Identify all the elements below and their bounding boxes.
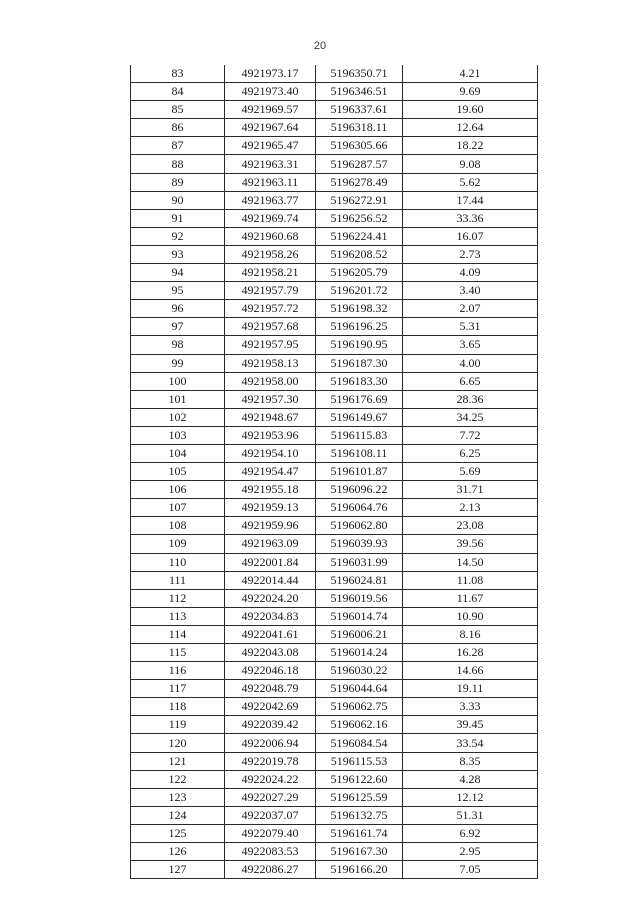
point-number-cell: 95	[131, 282, 225, 300]
point-number-cell: 116	[131, 662, 225, 680]
x-coordinate-cell: 4922039.42	[225, 716, 316, 734]
y-coordinate-cell: 5196161.74	[316, 824, 403, 842]
y-coordinate-cell: 5196198.32	[316, 300, 403, 318]
distance-cell: 19.60	[403, 101, 538, 119]
distance-cell: 16.07	[403, 227, 538, 245]
y-coordinate-cell: 5196031.99	[316, 553, 403, 571]
table-row	[131, 155, 538, 173]
x-coordinate-cell: 4921958.13	[225, 354, 316, 372]
point-number-cell: 112	[131, 589, 225, 607]
y-coordinate-cell: 5196062.75	[316, 698, 403, 716]
table-row	[131, 227, 538, 245]
table-row	[131, 191, 538, 209]
point-number-cell: 93	[131, 245, 225, 263]
table-row	[131, 571, 538, 589]
distance-cell: 9.08	[403, 155, 538, 173]
point-number-cell: 115	[131, 644, 225, 662]
point-number-cell: 96	[131, 300, 225, 318]
table-row	[131, 752, 538, 770]
x-coordinate-cell: 4921958.21	[225, 264, 316, 282]
x-coordinate-cell: 4921959.13	[225, 499, 316, 517]
table-row	[131, 318, 538, 336]
x-coordinate-cell: 4921969.74	[225, 209, 316, 227]
distance-cell: 39.56	[403, 535, 538, 553]
distance-cell: 9.69	[403, 83, 538, 101]
point-number-cell: 108	[131, 517, 225, 535]
distance-cell: 11.08	[403, 571, 538, 589]
y-coordinate-cell: 5196183.30	[316, 372, 403, 390]
y-coordinate-cell: 5196096.22	[316, 481, 403, 499]
x-coordinate-cell: 4921965.47	[225, 137, 316, 155]
y-coordinate-cell: 5196350.71	[316, 65, 403, 83]
x-coordinate-cell: 4921953.96	[225, 426, 316, 444]
point-number-cell: 99	[131, 354, 225, 372]
y-coordinate-cell: 5196224.41	[316, 227, 403, 245]
x-coordinate-cell: 4922037.07	[225, 806, 316, 824]
table-row	[131, 101, 538, 119]
distance-cell: 14.50	[403, 553, 538, 571]
point-number-cell: 104	[131, 444, 225, 462]
point-number-cell: 126	[131, 843, 225, 861]
point-number-cell: 87	[131, 137, 225, 155]
distance-cell: 4.09	[403, 264, 538, 282]
point-number-cell: 85	[131, 101, 225, 119]
x-coordinate-cell: 4922019.78	[225, 752, 316, 770]
y-coordinate-cell: 5196125.59	[316, 788, 403, 806]
point-number-cell: 117	[131, 680, 225, 698]
x-coordinate-cell: 4922043.08	[225, 644, 316, 662]
distance-cell: 6.25	[403, 444, 538, 462]
x-coordinate-cell: 4921958.26	[225, 245, 316, 263]
x-coordinate-cell: 4921969.57	[225, 101, 316, 119]
y-coordinate-cell: 5196101.87	[316, 463, 403, 481]
x-coordinate-cell: 4922024.22	[225, 770, 316, 788]
x-coordinate-cell: 4922086.27	[225, 861, 316, 879]
point-number-cell: 120	[131, 734, 225, 752]
point-number-cell: 98	[131, 336, 225, 354]
table-row	[131, 372, 538, 390]
point-number-cell: 101	[131, 390, 225, 408]
table-row	[131, 444, 538, 462]
x-coordinate-cell: 4922024.20	[225, 589, 316, 607]
point-number-cell: 118	[131, 698, 225, 716]
table-row	[131, 119, 538, 137]
x-coordinate-cell: 4922034.83	[225, 607, 316, 625]
y-coordinate-cell: 5196256.52	[316, 209, 403, 227]
point-number-cell: 106	[131, 481, 225, 499]
point-number-cell: 91	[131, 209, 225, 227]
distance-cell: 4.28	[403, 770, 538, 788]
y-coordinate-cell: 5196205.79	[316, 264, 403, 282]
y-coordinate-cell: 5196176.69	[316, 390, 403, 408]
y-coordinate-cell: 5196115.53	[316, 752, 403, 770]
point-number-cell: 124	[131, 806, 225, 824]
point-number-cell: 125	[131, 824, 225, 842]
x-coordinate-cell: 4921960.68	[225, 227, 316, 245]
distance-cell: 14.66	[403, 662, 538, 680]
point-number-cell: 109	[131, 535, 225, 553]
distance-cell: 11.67	[403, 589, 538, 607]
x-coordinate-cell: 4921954.10	[225, 444, 316, 462]
x-coordinate-cell: 4922079.40	[225, 824, 316, 842]
distance-cell: 3.65	[403, 336, 538, 354]
x-coordinate-cell: 4921967.64	[225, 119, 316, 137]
x-coordinate-cell: 4921957.68	[225, 318, 316, 336]
table-row	[131, 662, 538, 680]
table-row	[131, 83, 538, 101]
y-coordinate-cell: 5196108.11	[316, 444, 403, 462]
point-number-cell: 105	[131, 463, 225, 481]
x-coordinate-cell: 4922027.29	[225, 788, 316, 806]
y-coordinate-cell: 5196187.30	[316, 354, 403, 372]
distance-cell: 33.54	[403, 734, 538, 752]
distance-cell: 6.65	[403, 372, 538, 390]
table-row	[131, 644, 538, 662]
y-coordinate-cell: 5196019.56	[316, 589, 403, 607]
point-number-cell: 114	[131, 625, 225, 643]
x-coordinate-cell: 4922041.61	[225, 625, 316, 643]
table-row	[131, 65, 538, 83]
distance-cell: 7.72	[403, 426, 538, 444]
point-number-cell: 94	[131, 264, 225, 282]
table-row	[131, 770, 538, 788]
point-number-cell: 86	[131, 119, 225, 137]
distance-cell: 2.13	[403, 499, 538, 517]
table-row	[131, 408, 538, 426]
distance-cell: 12.12	[403, 788, 538, 806]
point-number-cell: 103	[131, 426, 225, 444]
x-coordinate-cell: 4922014.44	[225, 571, 316, 589]
point-number-cell: 113	[131, 607, 225, 625]
x-coordinate-cell: 4921963.77	[225, 191, 316, 209]
distance-cell: 5.69	[403, 463, 538, 481]
y-coordinate-cell: 5196346.51	[316, 83, 403, 101]
table-row	[131, 481, 538, 499]
x-coordinate-cell: 4921955.18	[225, 481, 316, 499]
distance-cell: 3.33	[403, 698, 538, 716]
x-coordinate-cell: 4921957.95	[225, 336, 316, 354]
coordinates-table	[130, 65, 538, 879]
table-row	[131, 173, 538, 191]
point-number-cell: 90	[131, 191, 225, 209]
point-number-cell: 92	[131, 227, 225, 245]
table-row	[131, 264, 538, 282]
distance-cell: 2.73	[403, 245, 538, 263]
table-row	[131, 390, 538, 408]
table-row	[131, 463, 538, 481]
point-number-cell: 83	[131, 65, 225, 83]
distance-cell: 8.35	[403, 752, 538, 770]
y-coordinate-cell: 5196006.21	[316, 625, 403, 643]
table-row	[131, 282, 538, 300]
point-number-cell: 119	[131, 716, 225, 734]
y-coordinate-cell: 5196305.66	[316, 137, 403, 155]
point-number-cell: 97	[131, 318, 225, 336]
y-coordinate-cell: 5196272.91	[316, 191, 403, 209]
y-coordinate-cell: 5196039.93	[316, 535, 403, 553]
distance-cell: 31.71	[403, 481, 538, 499]
y-coordinate-cell: 5196132.75	[316, 806, 403, 824]
distance-cell: 12.64	[403, 119, 538, 137]
distance-cell: 5.62	[403, 173, 538, 191]
table-row	[131, 843, 538, 861]
point-number-cell: 110	[131, 553, 225, 571]
distance-cell: 6.92	[403, 824, 538, 842]
point-number-cell: 111	[131, 571, 225, 589]
y-coordinate-cell: 5196115.83	[316, 426, 403, 444]
distance-cell: 2.95	[403, 843, 538, 861]
y-coordinate-cell: 5196196.25	[316, 318, 403, 336]
distance-cell: 23.08	[403, 517, 538, 535]
point-number-cell: 100	[131, 372, 225, 390]
distance-cell: 16.28	[403, 644, 538, 662]
point-number-cell: 122	[131, 770, 225, 788]
table-row	[131, 716, 538, 734]
x-coordinate-cell: 4922048.79	[225, 680, 316, 698]
distance-cell: 7.05	[403, 861, 538, 879]
x-coordinate-cell: 4921948.67	[225, 408, 316, 426]
table-row	[131, 535, 538, 553]
y-coordinate-cell: 5196201.72	[316, 282, 403, 300]
table-row	[131, 426, 538, 444]
distance-cell: 39.45	[403, 716, 538, 734]
coordinates-table-body	[131, 65, 538, 879]
distance-cell: 28.36	[403, 390, 538, 408]
x-coordinate-cell: 4921959.96	[225, 517, 316, 535]
point-number-cell: 102	[131, 408, 225, 426]
x-coordinate-cell: 4921973.40	[225, 83, 316, 101]
x-coordinate-cell: 4921957.79	[225, 282, 316, 300]
y-coordinate-cell: 5196278.49	[316, 173, 403, 191]
x-coordinate-cell: 4921963.09	[225, 535, 316, 553]
distance-cell: 5.31	[403, 318, 538, 336]
y-coordinate-cell: 5196166.20	[316, 861, 403, 879]
y-coordinate-cell: 5196190.95	[316, 336, 403, 354]
table-row	[131, 300, 538, 318]
y-coordinate-cell: 5196149.67	[316, 408, 403, 426]
point-number-cell: 123	[131, 788, 225, 806]
table-row	[131, 625, 538, 643]
y-coordinate-cell: 5196318.11	[316, 119, 403, 137]
x-coordinate-cell: 4921954.47	[225, 463, 316, 481]
table-row	[131, 861, 538, 879]
distance-cell: 18.22	[403, 137, 538, 155]
x-coordinate-cell: 4921973.17	[225, 65, 316, 83]
distance-cell: 51.31	[403, 806, 538, 824]
table-row	[131, 589, 538, 607]
x-coordinate-cell: 4922046.18	[225, 662, 316, 680]
y-coordinate-cell: 5196062.16	[316, 716, 403, 734]
x-coordinate-cell: 4921958.00	[225, 372, 316, 390]
distance-cell: 4.00	[403, 354, 538, 372]
table-row	[131, 553, 538, 571]
table-row	[131, 788, 538, 806]
x-coordinate-cell: 4921957.72	[225, 300, 316, 318]
point-number-cell: 121	[131, 752, 225, 770]
table-row	[131, 354, 538, 372]
y-coordinate-cell: 5196208.52	[316, 245, 403, 263]
x-coordinate-cell: 4921963.31	[225, 155, 316, 173]
table-row	[131, 336, 538, 354]
y-coordinate-cell: 5196287.57	[316, 155, 403, 173]
y-coordinate-cell: 5196014.74	[316, 607, 403, 625]
distance-cell: 4.21	[403, 65, 538, 83]
x-coordinate-cell: 4922083.53	[225, 843, 316, 861]
y-coordinate-cell: 5196167.30	[316, 843, 403, 861]
table-row	[131, 517, 538, 535]
table-row	[131, 824, 538, 842]
x-coordinate-cell: 4921957.30	[225, 390, 316, 408]
distance-cell: 2.07	[403, 300, 538, 318]
table-row	[131, 607, 538, 625]
distance-cell: 34.25	[403, 408, 538, 426]
y-coordinate-cell: 5196014.24	[316, 644, 403, 662]
y-coordinate-cell: 5196122.60	[316, 770, 403, 788]
y-coordinate-cell: 5196062.80	[316, 517, 403, 535]
distance-cell: 19.11	[403, 680, 538, 698]
table-row	[131, 209, 538, 227]
distance-cell: 3.40	[403, 282, 538, 300]
y-coordinate-cell: 5196044.64	[316, 680, 403, 698]
point-number-cell: 107	[131, 499, 225, 517]
table-row	[131, 499, 538, 517]
point-number-cell: 84	[131, 83, 225, 101]
distance-cell: 33.36	[403, 209, 538, 227]
distance-cell: 8.16	[403, 625, 538, 643]
y-coordinate-cell: 5196337.61	[316, 101, 403, 119]
point-number-cell: 127	[131, 861, 225, 879]
y-coordinate-cell: 5196084.54	[316, 734, 403, 752]
x-coordinate-cell: 4921963.11	[225, 173, 316, 191]
point-number-cell: 88	[131, 155, 225, 173]
y-coordinate-cell: 5196024.81	[316, 571, 403, 589]
x-coordinate-cell: 4922042.69	[225, 698, 316, 716]
distance-cell: 17.44	[403, 191, 538, 209]
x-coordinate-cell: 4922006.94	[225, 734, 316, 752]
x-coordinate-cell: 4922001.84	[225, 553, 316, 571]
table-row	[131, 245, 538, 263]
distance-cell: 10.90	[403, 607, 538, 625]
page-number: 20	[313, 40, 327, 52]
table-row	[131, 680, 538, 698]
point-number-cell: 89	[131, 173, 225, 191]
table-row	[131, 137, 538, 155]
y-coordinate-cell: 5196064.76	[316, 499, 403, 517]
table-row	[131, 806, 538, 824]
y-coordinate-cell: 5196030.22	[316, 662, 403, 680]
table-row	[131, 698, 538, 716]
table-row	[131, 734, 538, 752]
